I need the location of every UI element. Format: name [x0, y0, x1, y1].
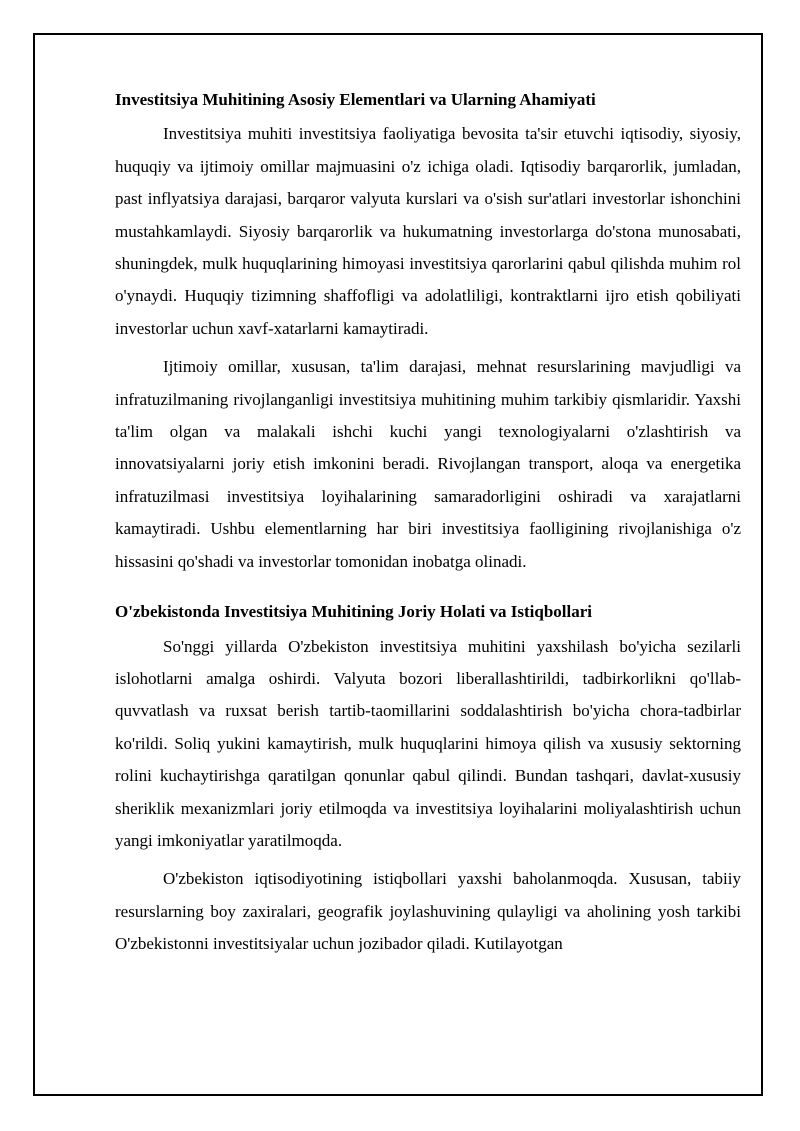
section-heading-investment-elements: Investitsiya Muhitining Asosiy Elementlari va Ularning Ahamiyati [115, 90, 596, 109]
paragraph: Investitsiya muhiti investitsiya faoliyatiga bevosita ta'sir etuvchi iqtisodiy, siyosiy, huquqiy va ijtimoiy omillar majmuasini o'z ichiga oladi. Iqtisodiy barqarorlik, jumladan, past inflyatsiya darajasi, barqaror valyuta kurslari va o'sish sur'atlari investorlar ishonchini mustahkamlaydi. Siyosiy barqarorlik va hukumatning investorlarga do'stona munosabati, shuningdek, mulk huquqlarining himoyasi investitsiya qarorlarini qabul qilishda muhim rol o'ynaydi. Huquqiy tizimning shaffofligi va adolatliligi, kontraktlarni ijro etish qobiliyati investorlar uchun xavf-xatarlarni kamaytiradi. [115, 124, 741, 338]
paragraph: O'zbekiston iqtisodiyotining istiqbollari yaxshi baholanmoqda. Xususan, tabiiy resurslarning boy zaxiralari, geografik joylashuvining qulayligi va aholining yosh tarkibi O'zbekistonni investitsiyalar uchun jozibador qiladi. Kutilayotgan [115, 869, 741, 954]
section-heading-uzbekistan-environment: O'zbekistonda Investitsiya Muhitining Joriy Holati va Istiqbollari [115, 602, 593, 622]
document-body [115, 84, 741, 967]
paragraph: So'nggi yillarda O'zbekiston investitsiya muhitini yaxshilash bo'yicha sezilarli islohotlarni amalga oshirdi. Valyuta bozori liberallashtirildi, tadbirkorlikni qo'llab-quvvatlash va ruxsat berish tartib-taomillarini soddalashtirish bo'yicha chora-tadbirlar ko'rildi. Soliq yukini kamaytirish, mulk huquqlarini himoya qilish va xususiy sektorning rolini kuchaytirishga qaratilgan qonunlar qabul qilindi. Bundan tashqari, davlat-xususiy sheriklik mexanizmlari joriy etilmoqda va investitsiya loyihalarini moliyalashtirish uchun yangi imkoniyatlar yaratilmoqda. [115, 636, 741, 850]
paragraph: Ijtimoiy omillar, xususan, ta'lim darajasi, mehnat resurslarining mavjudligi va infratuzilmaning rivojlanganligi investitsiya muhitining muhim tarkibiy qismlaridir. Yaxshi ta'lim olgan va malakali ishchi kuchi yangi texnologiyalarni o'zlashtirish va innovatsiyalarni joriy etish imkonini beradi. Rivojlangan transport, aloqa va energetika infratuzilmasi investitsiya loyihalarining samaradorligini oshiradi va xarajatlarni kamaytiradi. Ushbu elementlarning har biri investitsiya faolligining rivojlanishiga o'z hissasini qo'shadi va investorlar tomonidan inobatga olinadi. [115, 357, 741, 571]
